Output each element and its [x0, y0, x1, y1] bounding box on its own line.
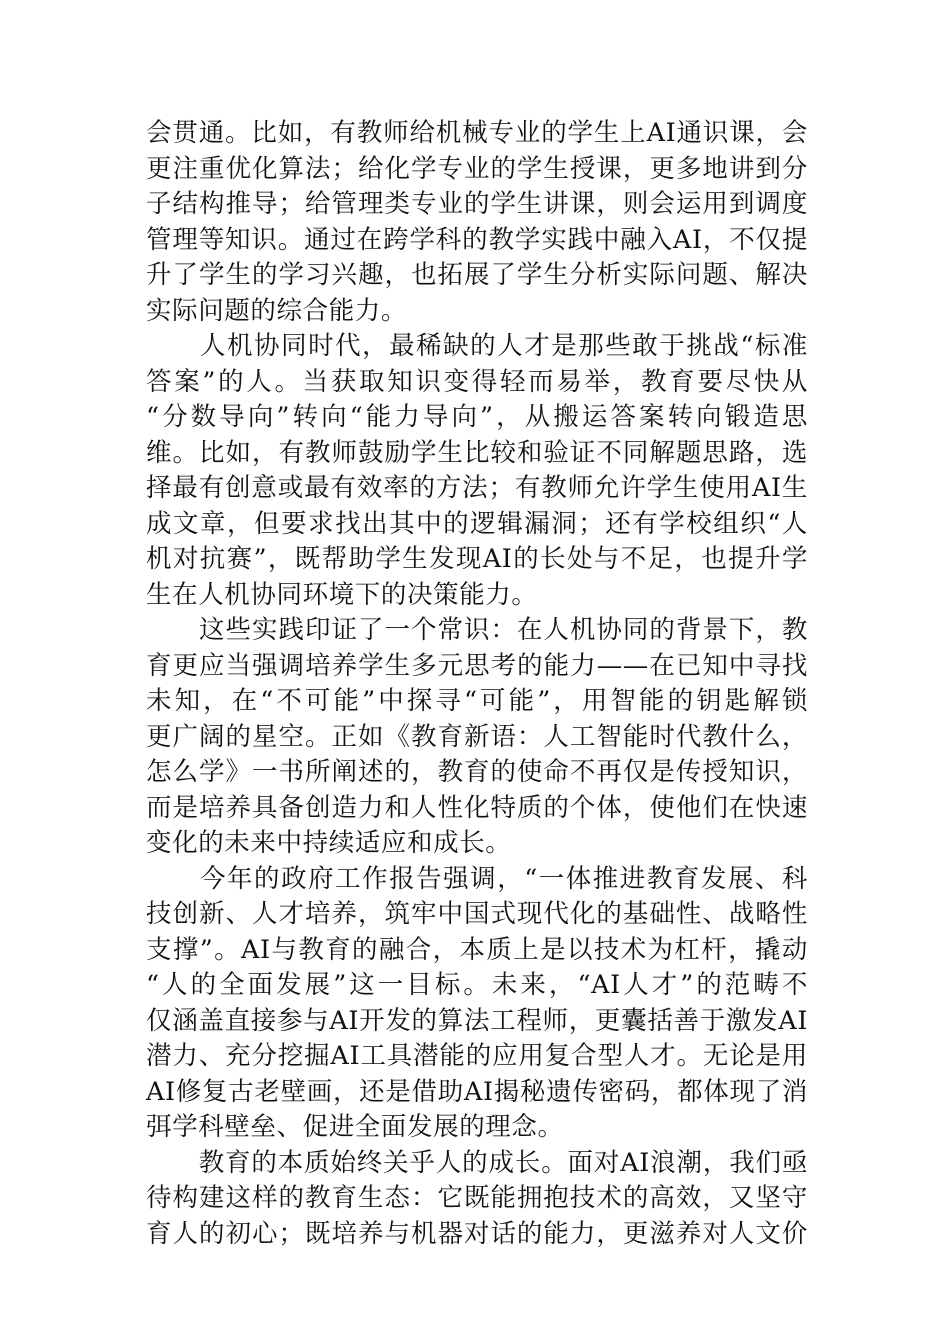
text-line: “人的全面发展”这一目标。未来，“AI人才”的范畴不 — [146, 970, 808, 1000]
text-line: 生在人机协同环境下的决策能力。 — [146, 579, 538, 610]
text-line: 而是培养具备创造力和人性化特质的个体，使他们在快速 — [146, 792, 808, 823]
text-line: 答案”的人。当获取知识变得轻而易举，教育要尽快从 — [146, 366, 808, 397]
paragraph-1 — [146, 116, 808, 329]
text-line: “分数导向”转向“能力导向”，从搬运答案转向锻造思 — [146, 402, 808, 432]
text-line: 弭学科壁垒、促进全面发展的理念。 — [146, 1112, 564, 1142]
text-line: 今年的政府工作报告强调，“一体推进教育发展、科 — [146, 863, 808, 894]
text-line: 维。比如，有教师鼓励学生比较和验证不同解题思路，选 — [146, 437, 808, 468]
text-line: 未知，在“不可能”中探寻“可能”，用智能的钥匙解锁 — [146, 686, 808, 716]
text-line: 管理等知识。通过在跨学科的教学实践中融入AI，不仅提 — [146, 224, 808, 255]
paragraph-3 — [146, 613, 808, 862]
text-line: 怎么学》一书所阐述的，教育的使命不再仅是传授知识， — [146, 757, 808, 787]
document-body — [146, 116, 808, 1252]
text-line: 育人的初心；既培养与机器对话的能力，更滋养对人文价 — [146, 1218, 808, 1249]
paragraph-2 — [146, 329, 808, 613]
text-line: AI修复古老壁画，还是借助AI揭秘遗传密码，都体现了消 — [146, 1076, 808, 1107]
text-line: 机对抗赛”，既帮助学生发现AI的长处与不足，也提升学 — [146, 544, 808, 574]
text-line: 变化的未来中持续适应和成长。 — [146, 828, 512, 858]
text-line: 教育的本质始终关乎人的成长。面对AI浪潮，我们亟 — [146, 1147, 808, 1178]
text-line: 仅涵盖直接参与AI开发的算法工程师，更囊括善于激发AI — [146, 1005, 808, 1036]
text-line: 更广阔的星空。正如《教育新语：人工智能时代教什么， — [146, 721, 808, 752]
text-line: 待构建这样的教育生态：它既能拥抱技术的高效，又坚守 — [146, 1183, 808, 1213]
text-line: 支撑”。AI与教育的融合，本质上是以技术为杠杆，撬动 — [146, 934, 808, 965]
text-line: 育更应当强调培养学生多元思考的能力——在已知中寻找 — [146, 650, 808, 681]
text-line: 更注重优化算法；给化学专业的学生授课，更多地讲到分 — [146, 153, 808, 184]
text-line: 会贯通。比如，有教师给机械专业的学生上AI通识课，会 — [146, 118, 808, 148]
text-line: 潜力、充分挖掘AI工具潜能的应用复合型人才。无论是用 — [146, 1041, 808, 1071]
text-line: 择最有创意或最有效率的方法；有教师允许学生使用AI生 — [146, 473, 808, 503]
text-line: 升了学生的学习兴趣，也拓展了学生分析实际问题、解决 — [146, 260, 808, 290]
paragraph-4 — [146, 862, 808, 1146]
text-line: 实际问题的综合能力。 — [146, 295, 408, 326]
text-line: 成文章，但要求找出其中的逻辑漏洞；还有学校组织“人 — [146, 508, 808, 539]
text-line: 技创新、人才培养，筑牢中国式现代化的基础性、战略性 — [146, 899, 808, 929]
text-line: 子结构推导；给管理类专业的学生讲课，则会运用到调度 — [146, 189, 808, 219]
text-line: 人机协同时代，最稀缺的人才是那些敢于挑战“标准 — [146, 331, 808, 361]
paragraph-5 — [146, 1146, 808, 1253]
text-line: 这些实践印证了一个常识：在人机协同的背景下，教 — [146, 615, 808, 645]
